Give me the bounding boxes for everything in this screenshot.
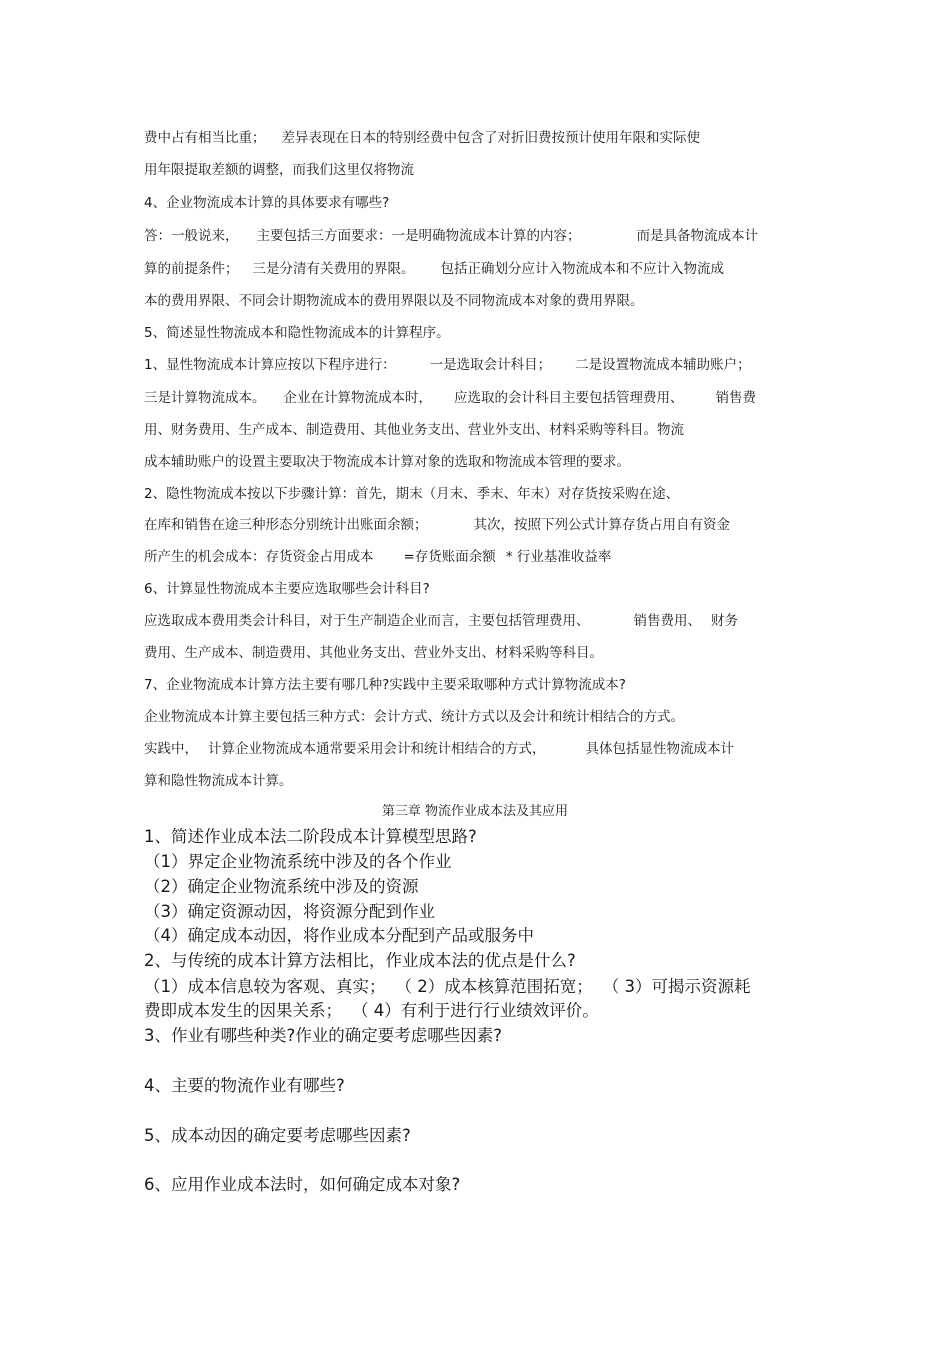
text-line (144, 545, 611, 565)
text-segment: （ 4）有利于进行行业绩效评价。 (352, 1001, 599, 1020)
list-item: （4）确定成本动因，将作业成本分配到产品或服务中 (144, 926, 534, 945)
question-7: 7、企业物流成本计算方法主要有哪几种?实践中主要采取哪种方式计算物流成本? (144, 677, 626, 693)
text-line (144, 224, 758, 244)
text-line: 2、隐性物流成本按以下步骤计算：首先，期末（月末、季末、年末）对存货按采购在途、 (144, 486, 680, 502)
question-5: 5、简述显性物流成本和隐性物流成本的计算程序。 (144, 325, 450, 341)
text-line: 用年限提取差额的调整，而我们这里仅将物流 (144, 162, 414, 178)
text-line (144, 386, 756, 406)
text-segment: 销售费用、 (633, 613, 701, 629)
text-segment: 三是分清有关费用的界限。 (252, 261, 415, 277)
chapter-title: 第三章 物流作业成本法及其应用 (381, 804, 569, 819)
text-segment: 差异表现在日本的特别经费中包含了对折旧费按预计使用年限和实际使 (281, 130, 700, 146)
text-segment: 而是具备物流成本计 (636, 228, 758, 244)
text-line (144, 973, 751, 997)
text-line: 算和隐性物流成本计算。 (144, 773, 293, 789)
text-line: 费用、生产成本、制造费用、其他业务支出、营业外支出、材料采购等科目。 (144, 645, 603, 661)
ch3-question-3: 3、作业有哪些种类?作业的确定要考虑哪些因素? (144, 1026, 503, 1045)
text-line (144, 126, 700, 146)
text-segment: 三是计算物流成本。 (144, 390, 266, 406)
text-segment: 在库和销售在途三种形态分别统计出账面余额； (144, 517, 428, 533)
text-line (144, 997, 599, 1021)
text-line (144, 257, 724, 277)
text-segment: 费即成本发生的因果关系； (144, 1001, 342, 1020)
text-segment: 1、显性物流成本计算应按以下程序进行： (144, 357, 396, 373)
text-line: 本的费用界限、不同会计期物流成本的费用界限以及不同物流成本对象的费用界限。 (144, 293, 644, 309)
text-line: 成本辅助账户的设置主要取决于物流成本计算对象的选取和物流成本管理的要求。 (144, 454, 630, 470)
text-segment: 包括正确划分应计入物流成本和不应计入物流成 (440, 261, 724, 277)
text-segment: 二是设置物流成本辅助账户； (575, 357, 751, 373)
text-line (144, 737, 734, 757)
list-item: （1）界定企业物流系统中涉及的各个作业 (144, 852, 452, 871)
text-line: 用、财务费用、生产成本、制造费用、其他业务支出、营业外支出、材料采购等科目。物流 (144, 422, 684, 438)
text-segment: 实践中， (144, 741, 198, 757)
text-segment: 具体包括显性物流成本计 (585, 741, 734, 757)
text-segment: 财务 (711, 613, 738, 629)
text-segment: * 行业基准收益率 (505, 549, 612, 565)
text-segment: 计算企业物流成本通常要采用会计和统计相结合的方式， (208, 741, 546, 757)
ch3-question-6: 6、应用作业成本法时，如何确定成本对象? (144, 1175, 461, 1194)
text-segment: 应选取成本费用类会计科目，对于生产制造企业而言，主要包括管理费用、 (144, 613, 590, 629)
text-segment: 应选取的会计科目主要包括管理费用、 (454, 390, 684, 406)
text-segment: （1）成本信息较为客观、真实； (144, 977, 386, 996)
question-4: 4、企业物流成本计算的具体要求有哪些? (144, 195, 390, 211)
text-segment: =存货账面余额 (403, 549, 496, 565)
text-segment: 其次，按照下列公式计算存货占用自有资金 (473, 517, 730, 533)
text-line (144, 353, 751, 373)
question-6: 6、计算显性物流成本主要应选取哪些会计科目? (144, 581, 430, 597)
text-segment: 答：一般说来， (144, 228, 239, 244)
text-segment: 费中占有相当比重； (144, 130, 266, 146)
text-line (144, 513, 730, 533)
text-segment: 算的前提条件； (144, 261, 239, 277)
text-segment: 销售费 (715, 390, 756, 406)
list-item: （2）确定企业物流系统中涉及的资源 (144, 877, 419, 896)
ch3-question-2: 2、与传统的成本计算方法相比，作业成本法的优点是什么? (144, 951, 576, 970)
text-segment: 所产生的机会成本：存货资金占用成本 (144, 549, 374, 565)
text-segment: 一是选取会计科目； (429, 357, 552, 373)
ch3-question-4: 4、主要的物流作业有哪些? (144, 1076, 345, 1095)
text-line (144, 609, 738, 629)
text-segment: 主要包括三方面要求：一是明确物流成本计算的内容； (256, 228, 581, 244)
list-item: （3）确定资源动因，将资源分配到作业 (144, 902, 435, 921)
text-segment: （ 2）成本核算范围拓宽； (395, 977, 593, 996)
text-segment: 企业在计算物流成本时， (283, 390, 432, 406)
ch3-question-5: 5、成本动因的确定要考虑哪些因素? (144, 1126, 411, 1145)
text-line: 企业物流成本计算主要包括三种方式：会计方式、统计方式以及会计和统计相结合的方式。 (144, 709, 684, 725)
text-segment: （ 3）可揭示资源耗 (602, 977, 751, 996)
ch3-question-1: 1、简述作业成本法二阶段成本计算模型思路? (144, 827, 477, 846)
